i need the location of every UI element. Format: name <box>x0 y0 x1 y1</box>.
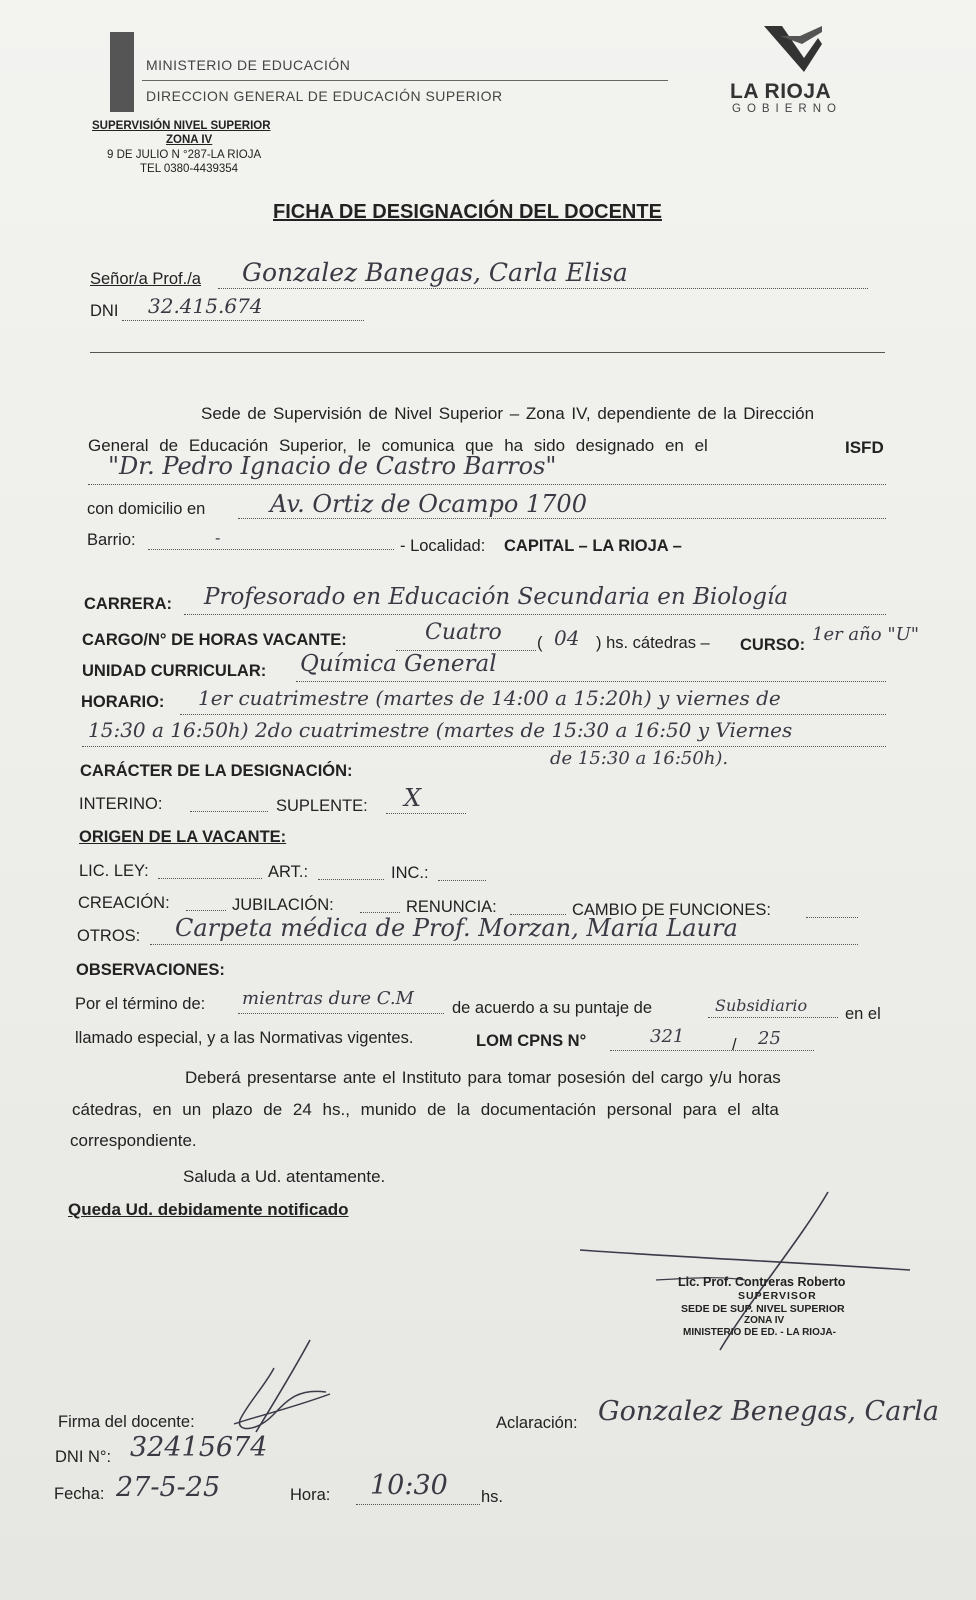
unidad-value: Química General <box>300 651 497 677</box>
barrio-label: Barrio: <box>87 531 136 549</box>
lom-label: LOM CPNS N° <box>476 1032 587 1050</box>
body-line-2: General de Educación Superior, le comunica que ha sido designado en el <box>88 436 708 455</box>
hora-line <box>356 1504 480 1505</box>
lic-ley-line <box>158 878 262 879</box>
barrio-value: - <box>215 528 221 547</box>
carrera-value: Profesorado en Educación Secundaria en Biología <box>204 584 789 610</box>
lom-number: 321 <box>650 1026 685 1047</box>
logo-sub: GOBIERNO <box>732 103 842 115</box>
page-title: FICHA DE DESIGNACIÓN DEL DOCENTE <box>273 201 662 223</box>
art-label: ART.: <box>268 863 309 881</box>
teacher-dni: 32.415.674 <box>148 294 263 318</box>
observaciones-label: OBSERVACIONES: <box>76 961 225 979</box>
separator-line <box>90 352 885 353</box>
dni-label: DNI <box>90 302 119 320</box>
suplente-label: SUPLENTE: <box>276 797 368 815</box>
logo-name: LA RIOJA <box>730 80 832 103</box>
jubilacion-line <box>360 912 400 913</box>
header-ministry: MINISTERIO DE EDUCACIÓN <box>146 57 351 73</box>
header-address: 9 DE JULIO N °287-LA RIOJA <box>107 149 262 161</box>
horario-line-2 <box>82 746 886 747</box>
termino-line <box>238 1013 444 1014</box>
unidad-line <box>296 681 886 682</box>
interino-line <box>190 811 268 812</box>
body-line-1: Sede de Supervisión de Nivel Superior – Zona IV, dependiente de la Dirección <box>201 404 815 423</box>
termino-a: Por el término de: <box>75 995 206 1013</box>
stamp-name: Lic. Prof. Contreras Roberto <box>678 1275 846 1289</box>
inc-line <box>438 880 486 881</box>
teacher-name-line <box>218 288 868 289</box>
carrera-label: CARRERA: <box>84 595 172 613</box>
creacion-line <box>186 910 226 911</box>
carrera-line <box>184 614 886 615</box>
footer-dni-value: 32415674 <box>130 1432 268 1463</box>
renuncia-label: RENUNCIA: <box>406 898 497 916</box>
isfd-label: ISFD <box>845 438 884 457</box>
otros-value: Carpeta médica de Prof. Morzan, María Laura <box>175 914 738 942</box>
teacher-label: Señor/a Prof./a <box>90 270 201 288</box>
localidad-label: - Localidad: <box>400 537 486 555</box>
creacion-label: CREACIÓN: <box>78 894 170 912</box>
jubilacion-label: JUBILACIÓN: <box>232 896 334 914</box>
otros-line <box>150 944 858 945</box>
header-rule <box>142 80 668 81</box>
fecha-label: Fecha: <box>54 1485 105 1503</box>
horas-suffix: ) hs. cátedras – <box>596 634 710 652</box>
horas-words: Cuatro <box>425 620 502 645</box>
cambio-line <box>806 917 858 918</box>
institute-name: "Dr. Pedro Ignacio de Castro Barros" <box>108 452 557 480</box>
caracter-label: CARÁCTER DE LA DESIGNACIÓN: <box>80 762 353 780</box>
llamado-text: llamado especial, y a las Normativas vigentes. <box>75 1029 414 1047</box>
firma-label: Firma del docente: <box>58 1413 195 1431</box>
dni-line <box>122 320 364 321</box>
stamp-zona: ZONA IV <box>744 1315 785 1326</box>
lom-line <box>610 1050 814 1051</box>
teacher-signature-icon <box>226 1336 336 1446</box>
aclaracion-value: Gonzalez Benegas, Carla <box>598 1396 939 1427</box>
ministry-bar <box>110 32 134 112</box>
horas-number: 04 <box>554 626 580 650</box>
la-rioja-logo-icon <box>760 22 826 80</box>
hora-label: Hora: <box>290 1486 331 1504</box>
aclaracion-label: Aclaración: <box>496 1414 578 1432</box>
domicilio-value: Av. Ortiz de Ocampo 1700 <box>270 490 587 518</box>
horario-value-1: 1er cuatrimestre (martes de 14:00 a 15:20h) y viernes de <box>198 686 781 710</box>
hs-label: hs. <box>481 1488 504 1506</box>
header-supervision: SUPERVISIÓN NIVEL SUPERIOR <box>92 120 271 132</box>
footer-dni-label: DNI N°: <box>55 1448 112 1466</box>
curso-label: CURSO: <box>740 636 806 654</box>
puntaje-value: Subsidiario <box>715 996 808 1015</box>
stamp-ministerio: MINISTERIO DE ED. - LA RIOJA- <box>683 1327 836 1338</box>
hora-value: 10:30 <box>370 1470 448 1501</box>
domicilio-label: con domicilio en <box>87 500 206 518</box>
lom-separator: / <box>732 1036 737 1054</box>
localidad-value: CAPITAL – LA RIOJA – <box>504 537 682 555</box>
interino-label: INTERINO: <box>79 795 163 813</box>
horario-label: HORARIO: <box>81 693 165 711</box>
teacher-name: Gonzalez Banegas, Carla Elisa <box>242 258 628 287</box>
lom-year: 25 <box>758 1028 781 1049</box>
stamp-sede: SEDE DE SUP. NIVEL SUPERIOR <box>681 1303 845 1315</box>
suplente-value: X <box>404 784 422 812</box>
cargo-label: CARGO/N° DE HORAS VACANTE: <box>82 631 347 649</box>
curso-value: 1er año "U" <box>812 624 920 645</box>
inc-label: INC.: <box>391 864 429 882</box>
header-phone: TEL 0380-4439354 <box>140 163 239 175</box>
puntaje-line <box>708 1017 838 1018</box>
termino-b: de acuerdo a su puntaje de <box>452 999 652 1017</box>
institute-line <box>88 484 886 485</box>
cambio-label: CAMBIO DE FUNCIONES: <box>572 901 771 919</box>
origen-label: ORIGEN DE LA VACANTE: <box>79 828 287 846</box>
suplente-line <box>386 813 466 814</box>
horario-value-3: de 15:30 a 16:50h). <box>550 748 729 769</box>
termino-value: mientras dure C.M <box>242 988 414 1009</box>
saluda-text: Saluda a Ud. atentamente. <box>183 1167 386 1186</box>
domicilio-line <box>238 518 886 519</box>
termino-c: en el <box>845 1005 881 1023</box>
horario-value-2: 15:30 a 16:50h) 2do cuatrimestre (martes de 15:30 a 16:50 y Viernes <box>88 718 793 742</box>
barrio-line <box>148 549 394 550</box>
otros-label: OTROS: <box>77 927 141 945</box>
horas-open: ( <box>537 634 543 652</box>
para-line-3: correspondiente. <box>70 1131 197 1150</box>
para-line-2: cátedras, en un plazo de 24 hs., munido de la documentación personal para el alta <box>72 1100 779 1119</box>
para-line-1: Deberá presentarse ante el Instituto para tomar posesión del cargo y/u horas <box>185 1068 781 1087</box>
notificado-text: Queda Ud. debidamente notificado <box>68 1200 349 1219</box>
lic-ley-label: LIC. LEY: <box>79 862 149 880</box>
header-direction: DIRECCION GENERAL DE EDUCACIÓN SUPERIOR <box>146 88 503 104</box>
fecha-value: 27-5-25 <box>116 1472 221 1503</box>
art-line <box>318 879 384 880</box>
unidad-label: UNIDAD CURRICULAR: <box>82 662 267 680</box>
header-zone: ZONA IV <box>166 134 213 146</box>
horario-line-1 <box>180 714 886 715</box>
stamp-role: SUPERVISOR <box>738 1290 817 1302</box>
